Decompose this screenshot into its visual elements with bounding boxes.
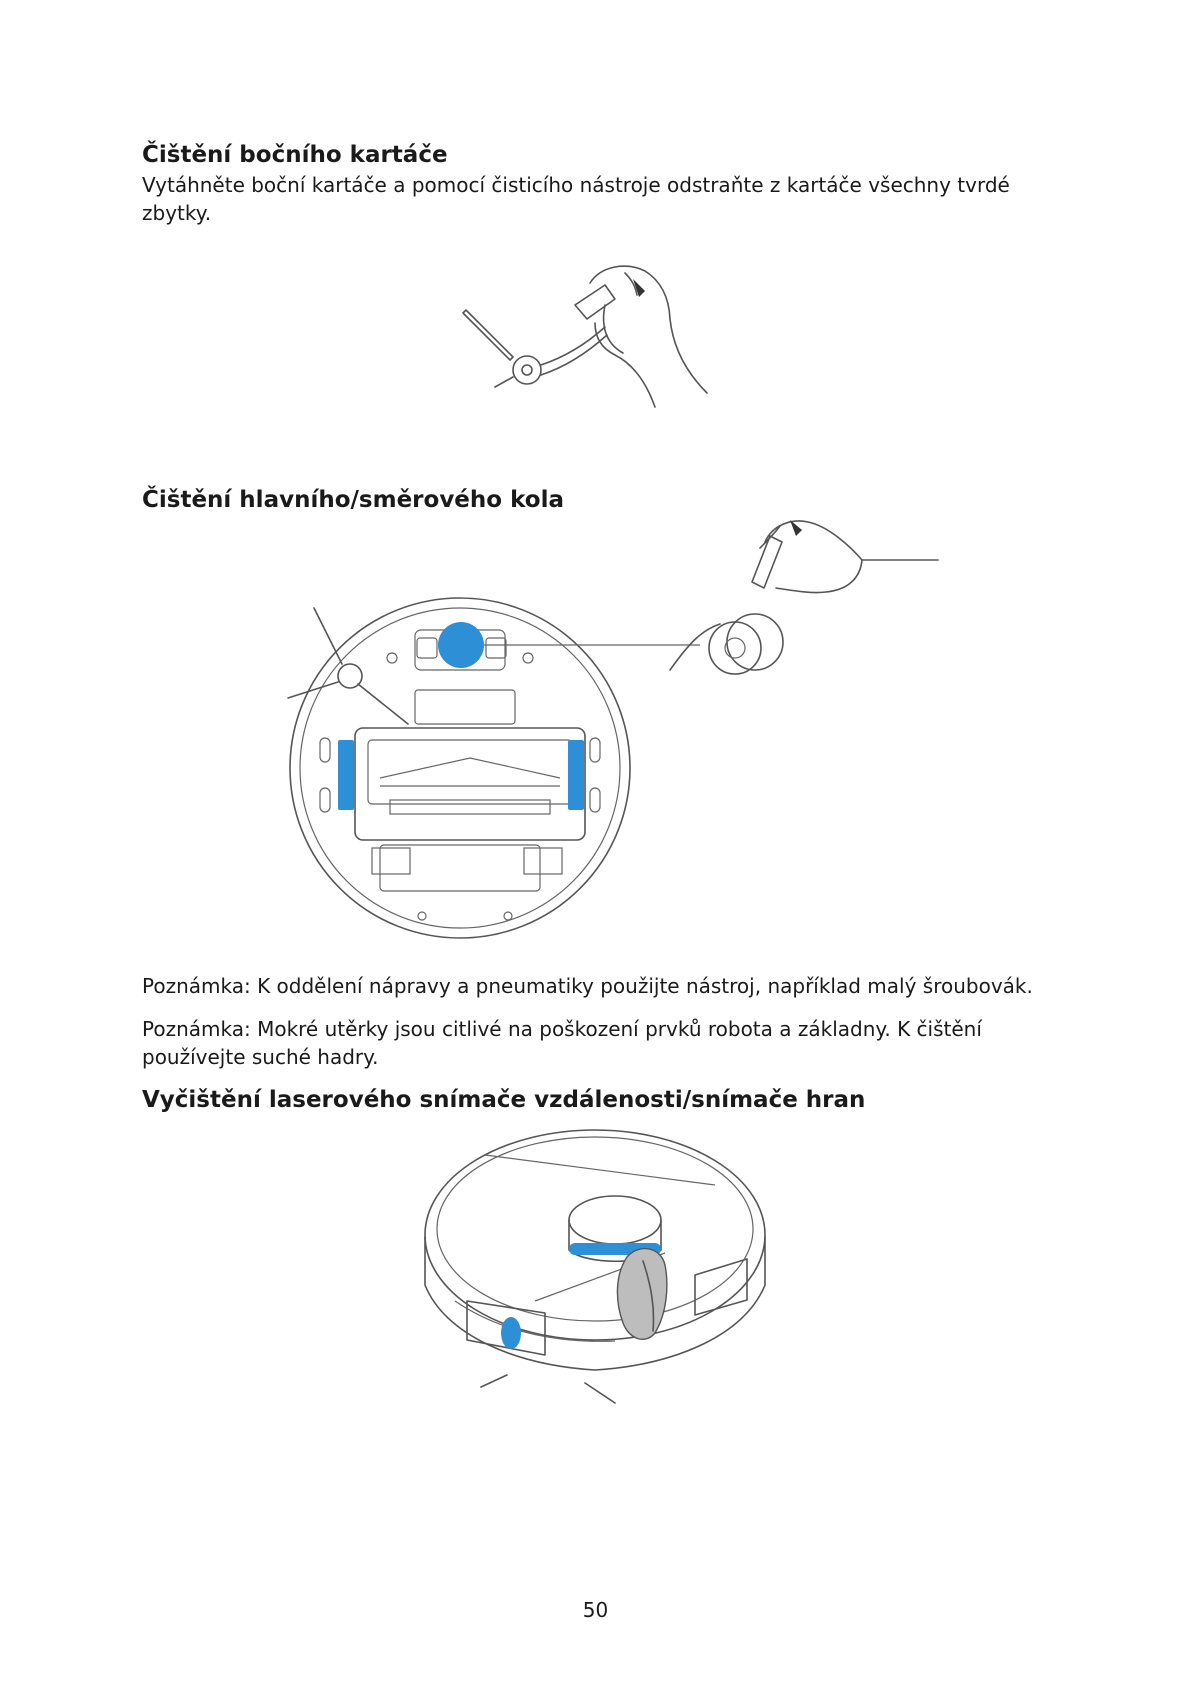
side-brush-text: Vytáhněte boční kartáče a pomocí čisticího nástroje odstraňte z kartáče všechny tvrdé zbytky. bbox=[142, 173, 1010, 225]
laser-heading: Vyčištění laserového snímače vzdálenosti/snímače hran bbox=[142, 1087, 866, 1113]
laser-sensor-illustration bbox=[415, 1125, 775, 1405]
side-brush-heading: Čištění bočního kartáče bbox=[142, 142, 448, 168]
note-axle: Poznámka: K oddělení nápravy a pneumatiky použijte nástroj, například malý šroubovák. bbox=[142, 974, 1033, 998]
robot-underside-illustration bbox=[280, 590, 640, 950]
note-dry-cloth: Poznámka: Mokré utěrky jsou citlivé na poškození prvků robota a základny. K čištění používejte suché hadry. bbox=[142, 1017, 982, 1069]
page-number: 50 bbox=[582, 1598, 609, 1622]
side-brush-illustration bbox=[455, 265, 755, 425]
wheel-heading: Čištění hlavního/směrového kola bbox=[142, 487, 564, 513]
wheel-hand-illustration bbox=[650, 520, 950, 700]
